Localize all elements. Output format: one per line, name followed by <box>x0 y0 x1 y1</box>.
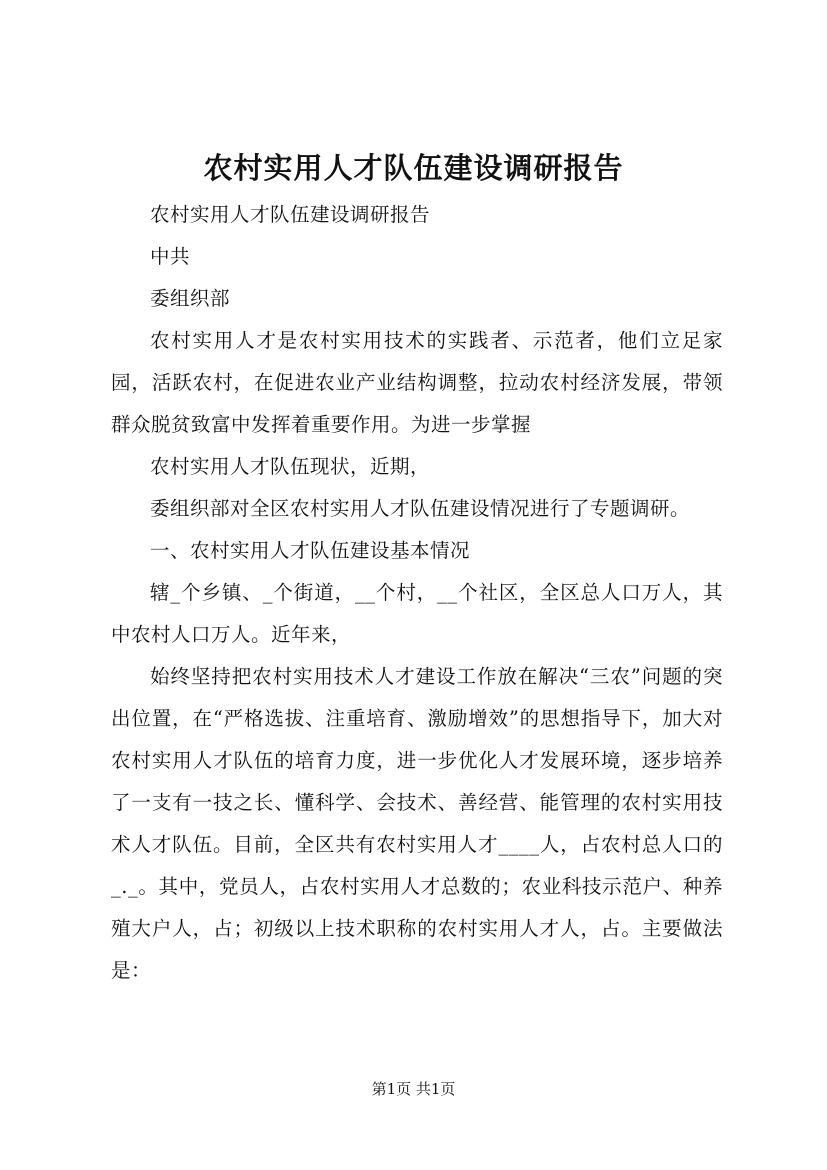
paragraph-research: 委组织部对全区农村实用人才队伍建设情况进行了专题调研。 <box>150 497 691 520</box>
section-heading-1: 一、农村实用人才队伍建设基本情况 <box>150 539 471 562</box>
paragraph-jurisdiction: 辖_个乡镇、_个街道，__个村，__个社区，全区总人口万人，其中农村人口万人。近年来， <box>111 581 723 646</box>
paragraph-practice: 始终坚持把农村实用技术人才建设工作放在解决“三农”问题的突出位置，在“严格选拔、注重培育、激励增效”的思想指导下，加大对农村实用人才队伍的培育力度，进一步优化人才发展环境，逐步培养了一支有一技之长、懂科学、会技术、善经营、能管理的农村实用技术人才队伍。目前，全区共有农村实用人才____人，占农村总人口的_._。其中，党员人，占农村实用人才总数的；农业科技示范户、种养殖大户人，占；初级以上技术职称的农村实用人才人，占。主要做法是： <box>111 665 723 982</box>
paragraph-intro: 农村实用人才是农村实用技术的实践者、示范者，他们立足家园，活跃农村，在促进农业产业结构调整，拉动农村经济发展，带领群众脱贫致富中发挥着重要作用。为进一步掌握 <box>111 329 723 436</box>
paragraph-org-prefix: 中共 <box>150 245 191 268</box>
paragraph-subtitle: 农村实用人才队伍建设调研报告 <box>150 203 431 226</box>
document-body <box>111 194 723 992</box>
document-title: 农村实用人才队伍建设调研报告 <box>203 151 624 185</box>
paragraph-org-name: 委组织部 <box>150 287 231 310</box>
paragraph-status: 农村实用人才队伍现状，近期， <box>150 455 431 478</box>
page-footer: 第1页 共1页 <box>371 1080 456 1098</box>
